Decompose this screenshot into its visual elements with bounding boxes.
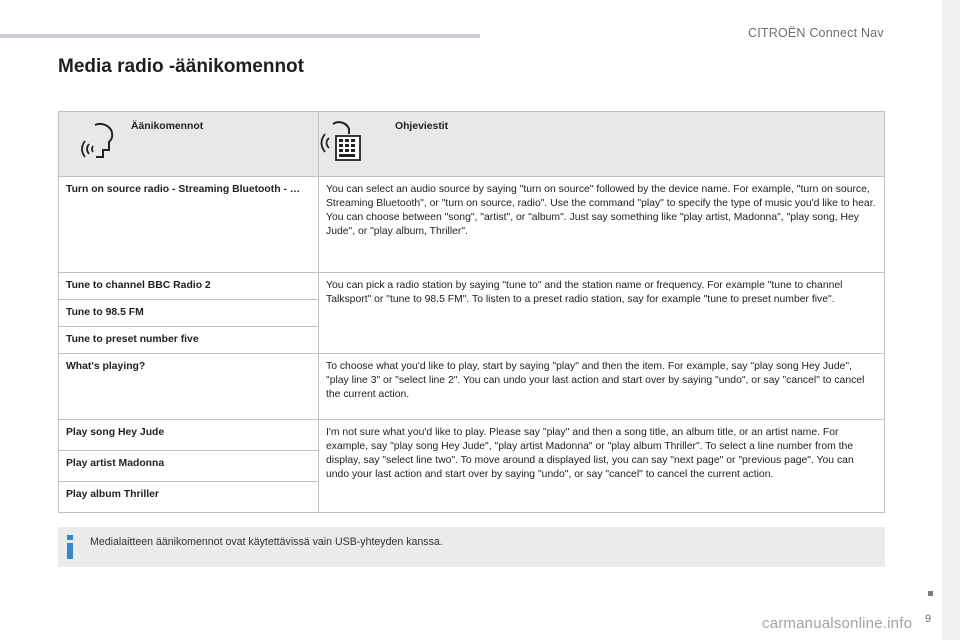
top-rule [0, 34, 480, 38]
table-header-cell-help [319, 112, 885, 177]
info-note-text: Medialaitteen äänikomennot ovat käytettävissä vain USB-yhteyden kanssa. [90, 536, 443, 548]
page-number: 9 [925, 613, 932, 625]
table-row [59, 177, 885, 273]
command-cell: Tune to channel BBC Radio 2 [59, 273, 319, 300]
help-cell: You can pick a radio station by saying "tune to" and the station name or frequency. For example "tune to channel Talksport" or "tune to 98.5 FM". To listen to a preset radio station, say for example "tune to preset number five". [319, 273, 885, 354]
info-icon [64, 534, 76, 560]
voice-keypad-icon [319, 118, 363, 164]
table-header-cell-commands [59, 112, 319, 177]
table-header-commands: Äänikomennot [131, 121, 204, 132]
command-cell: Play song Hey Jude [59, 420, 319, 451]
voice-command-table [58, 111, 885, 513]
help-cell: I'm not sure what you'd like to play. Please say "play" and then a song title, an album title, or an artist name. For example, say "play song Hey Jude", "play artist Madonna" or "play album Thriller". To select a line number from the display, say "select line two". To move around a displayed list, you can say "next page" or "previous page". You can undo your last action and start over by saying "undo", or say "cancel" to cancel the current action. [319, 420, 885, 513]
voice-command-icon [81, 120, 121, 162]
command-cell: What's playing? [59, 354, 319, 420]
page-edge [942, 0, 960, 640]
info-note [58, 527, 885, 567]
command-cell: Play album Thriller [59, 482, 319, 513]
table-row [59, 273, 885, 300]
command-cell: Play artist Madonna [59, 451, 319, 482]
help-cell: You can select an audio source by saying "turn on source" followed by the device name. For example, "turn on source, Streaming Bluetooth", or "turn on source, radio". Use the command "play" to specify the type of music you'd like to hear. You can choose between "song", "artist", or "album". Just say something like "play artist, Madonna", "play song, Hey Jude", or "play album, Thriller". [319, 177, 885, 273]
command-cell: Tune to 98.5 FM [59, 300, 319, 327]
command-cell: Turn on source radio - Streaming Bluetooth - … [59, 177, 319, 273]
table-header-row [59, 112, 885, 177]
page-marker [928, 591, 933, 596]
brand-header: CITROËN Connect Nav [748, 26, 884, 40]
watermark: carmanualsonline.info [762, 615, 913, 632]
table-row [59, 354, 885, 420]
table-row [59, 420, 885, 451]
page-title: Media radio -äänikomennot [58, 56, 304, 77]
help-cell: To choose what you'd like to play, start by saying "play" and then the item. For example, say "play song Hey Jude", "play line 3" or "select line 2". You can undo your last action and start over by saying "undo", or say "cancel" to cancel the current action. [319, 354, 885, 420]
command-cell: Tune to preset number five [59, 327, 319, 354]
table-header-help: Ohjeviestit [395, 121, 449, 132]
